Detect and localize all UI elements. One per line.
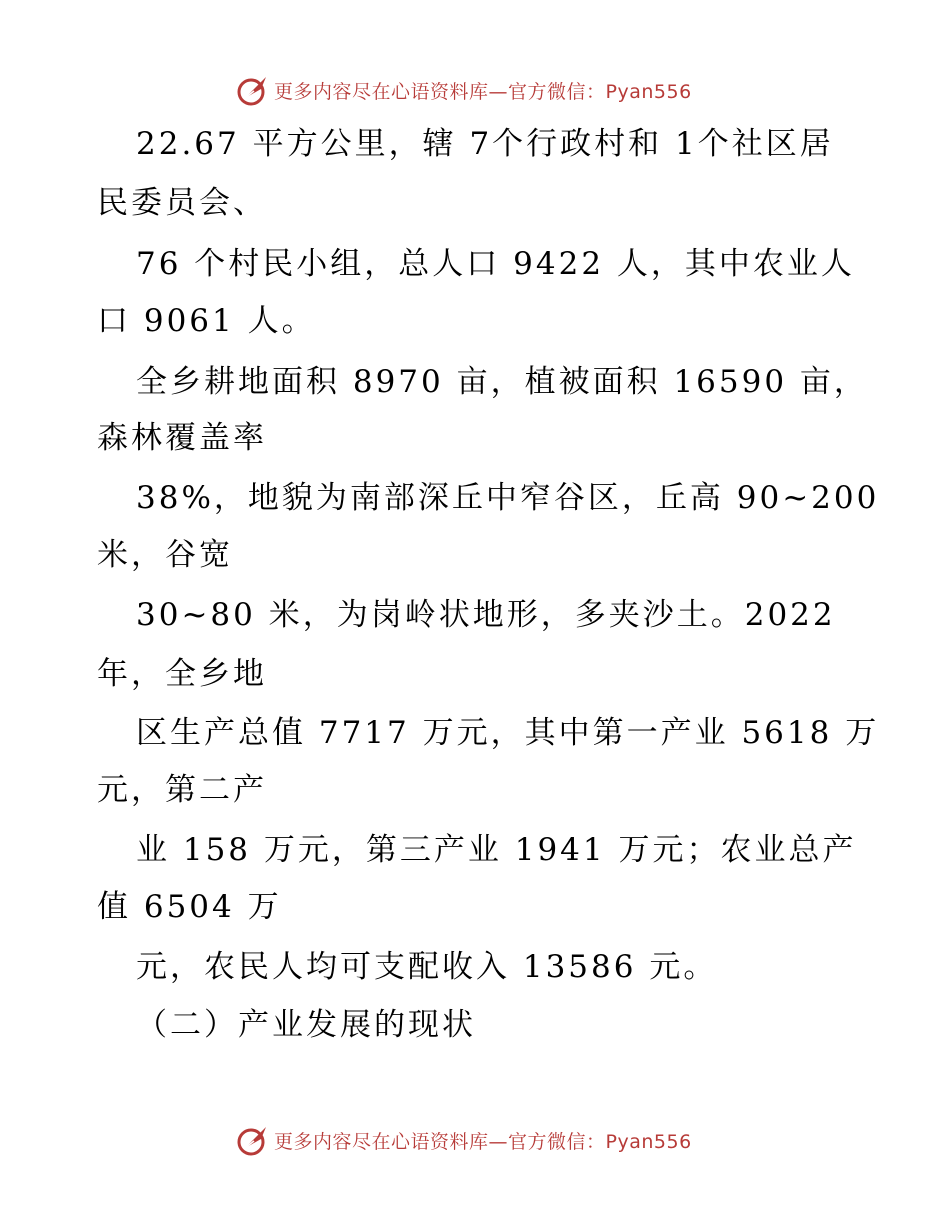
- quill-logo-icon: [236, 73, 270, 107]
- watermark-text: 更多内容尽在心语资料库—官方微信：Pyan556: [274, 80, 692, 103]
- footer-watermark: [236, 1122, 692, 1158]
- body-line-6: 森林覆盖率: [97, 420, 267, 456]
- header-watermark: [236, 72, 692, 108]
- body-line-4: 口 9061 人。: [97, 303, 316, 339]
- body-line-7: 38%，地貌为南部深丘中窄谷区，丘高 90~200: [136, 480, 880, 516]
- quill-logo-icon: [236, 1123, 270, 1157]
- body-line-15: 元，农民人均可支配收入 13586 元。: [136, 949, 718, 985]
- body-line-5: 全乡耕地面积 8970 亩，植被面积 16590 亩，: [136, 364, 868, 400]
- body-line-1: 22.67 平方公里，辖 7个行政村和 1个社区居: [136, 126, 834, 162]
- body-line-8: 米，谷宽: [97, 537, 233, 573]
- body-line-9: 30~80 米，为岗岭状地形，多夹沙土。2022: [136, 597, 836, 633]
- body-line-3: 76 个村民小组，总人口 9422 人，其中农业人: [136, 246, 855, 282]
- body-line-14: 值 6504 万: [97, 889, 282, 925]
- body-line-13: 业 158 万元，第三产业 1941 万元；农业总产: [136, 832, 857, 868]
- section-heading: （二）产业发展的现状: [136, 1007, 476, 1043]
- watermark-text: 更多内容尽在心语资料库—官方微信：Pyan556: [274, 1130, 692, 1153]
- body-line-10: 年，全乡地: [97, 656, 267, 692]
- body-line-2: 民委员会、: [97, 185, 267, 221]
- body-line-11: 区生产总值 7717 万元，其中第一产业 5618 万: [136, 715, 880, 751]
- body-line-12: 元，第二产: [97, 772, 267, 808]
